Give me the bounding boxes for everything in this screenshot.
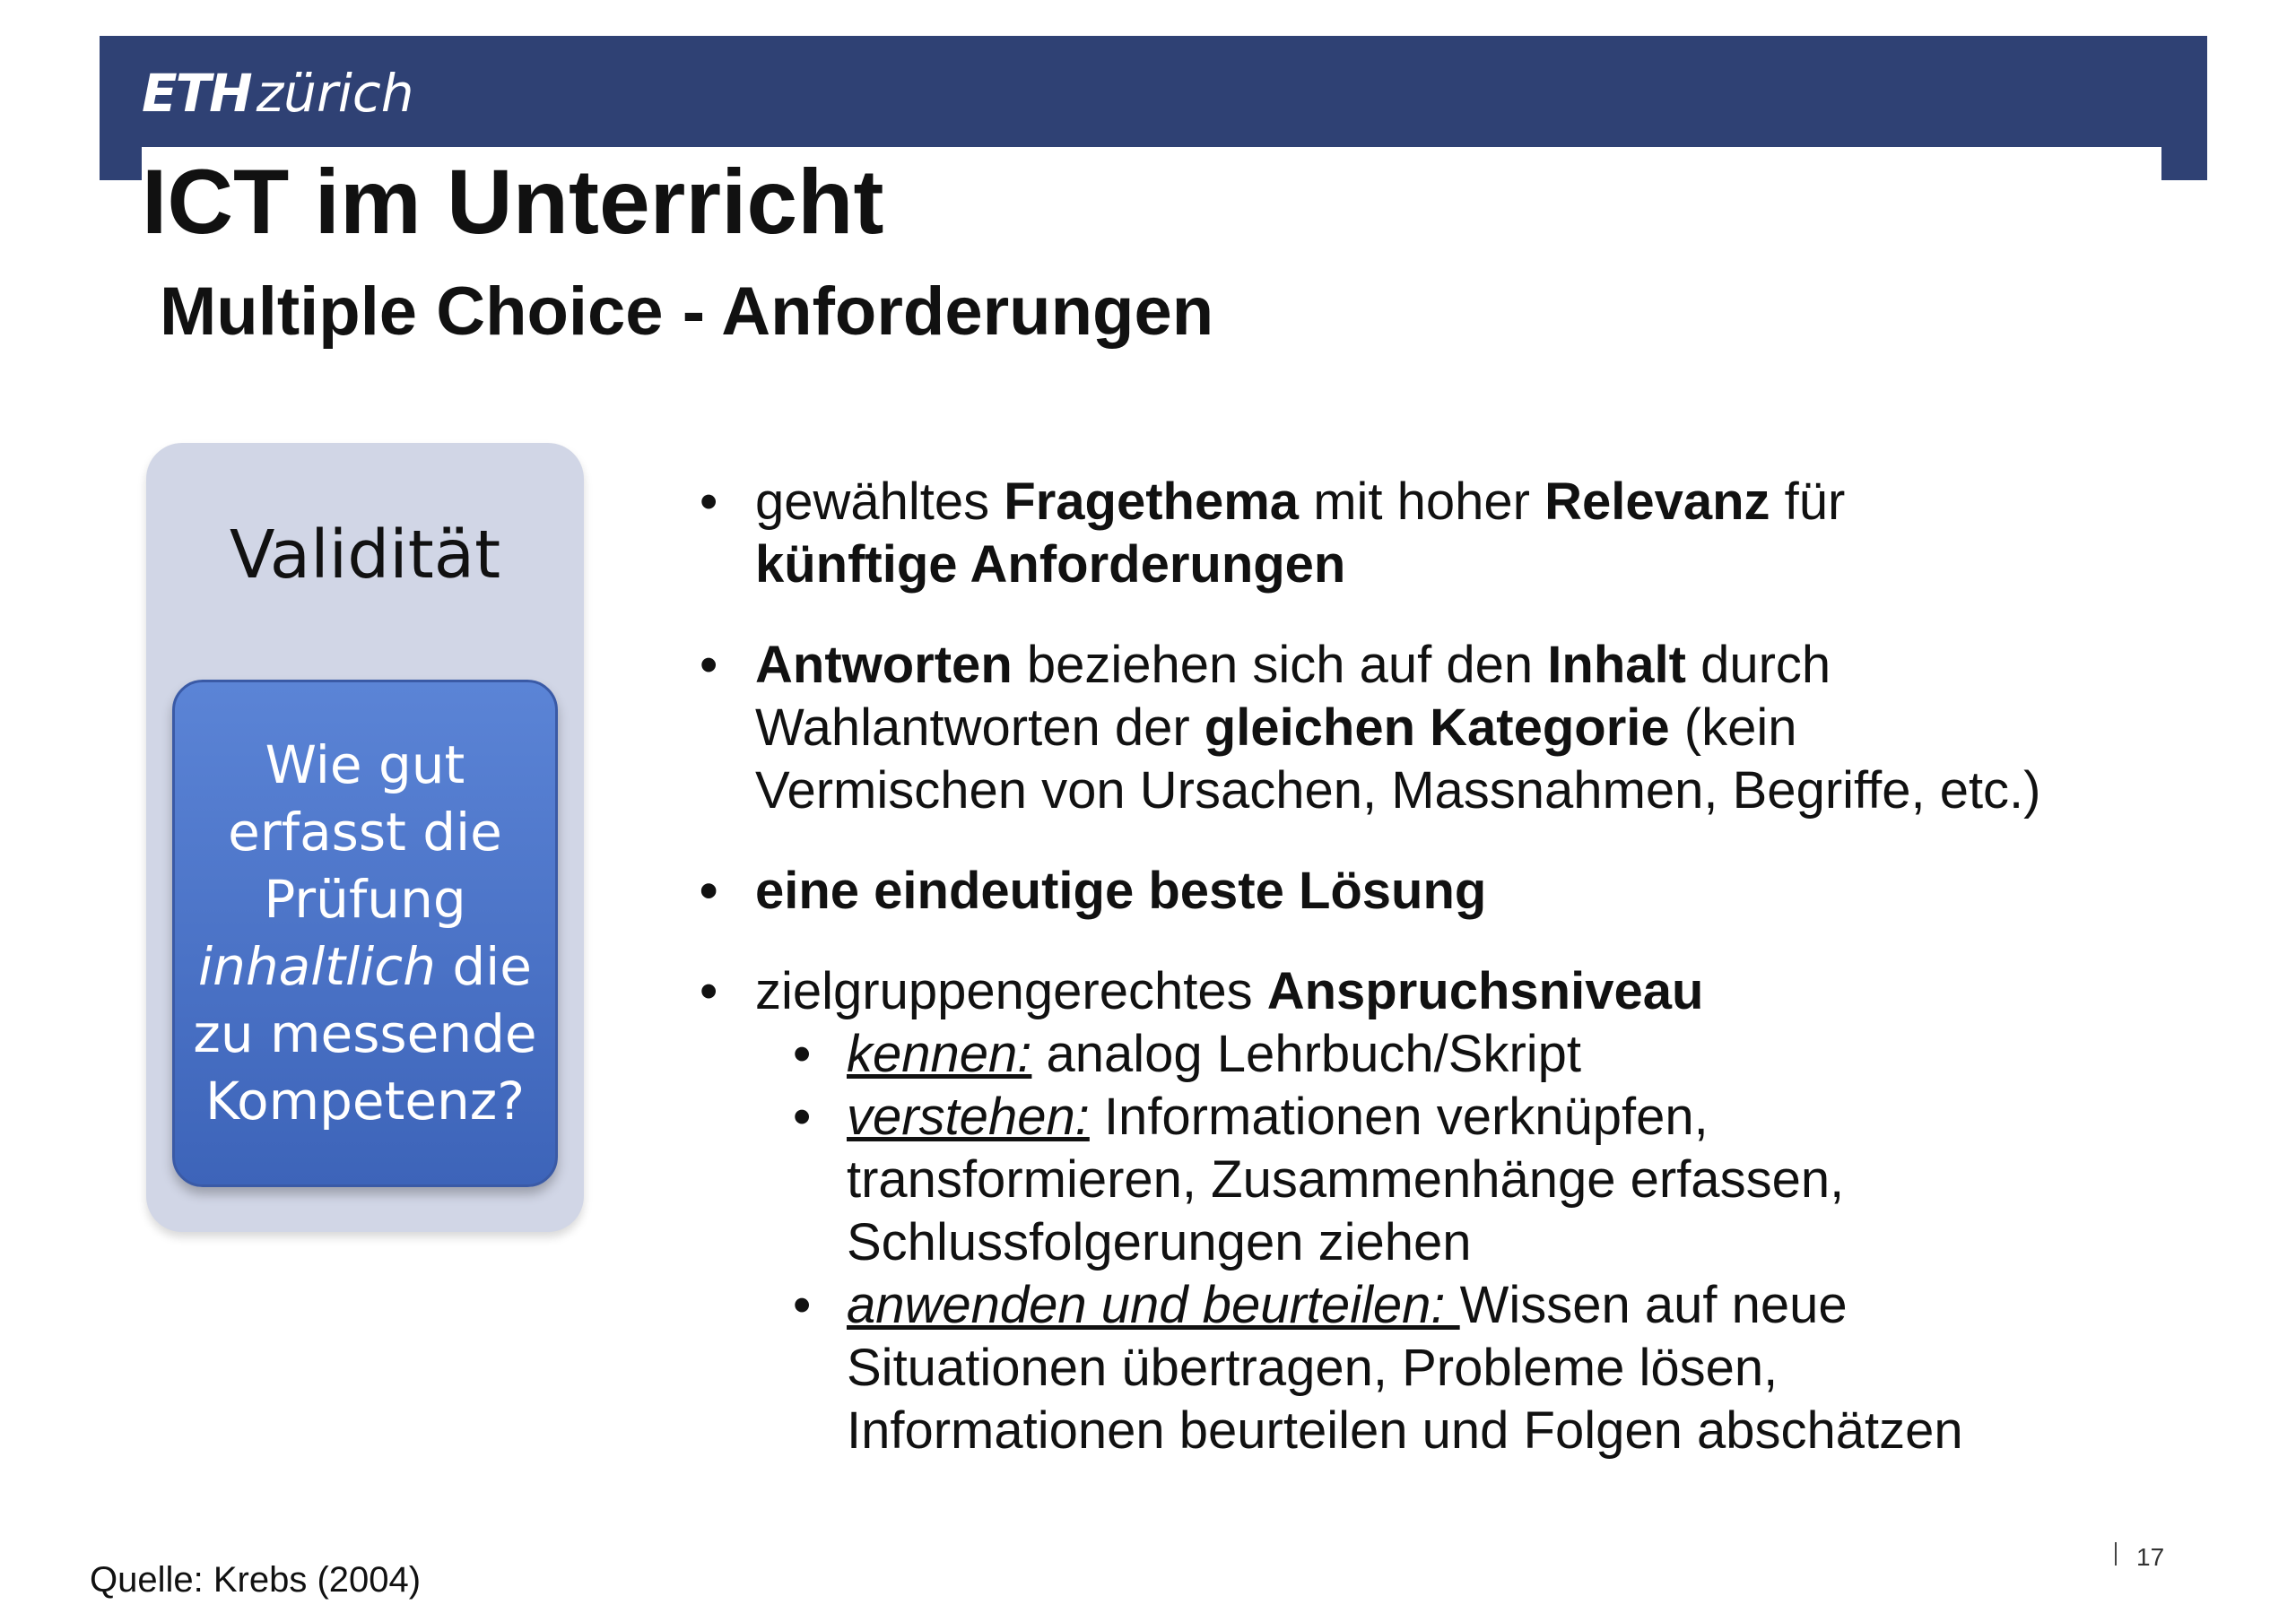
text: Vermischen von Ursachen, Massnahmen, Begriffe, etc.) (755, 761, 2041, 820)
bold-text: eine eindeutige beste Lösung (755, 862, 1487, 920)
text: (kein (1669, 698, 1797, 757)
bold-text: gleichen Kategorie (1204, 698, 1670, 757)
question-line: zu messende (193, 1003, 537, 1064)
bullet-icon: • (700, 862, 718, 920)
level-term: anwenden und beurteilen: (847, 1276, 1460, 1334)
logo-eth: ETH (142, 63, 251, 124)
question-line: Prüfung (264, 869, 466, 930)
question-emphasis: inhaltlich (198, 936, 436, 997)
bold-text: künftige Anforderungen (755, 535, 1346, 594)
text: transformieren, Zusammenhänge erfassen, (847, 1150, 1845, 1209)
list-item (700, 860, 2242, 923)
text: durch (1685, 636, 1831, 694)
bullet-icon: • (793, 1088, 812, 1146)
requirements-list (700, 471, 2242, 1462)
bullet-icon: • (700, 636, 718, 694)
text: Informationen verknüpfen, (1089, 1088, 1709, 1146)
text: beziehen sich auf den (1012, 636, 1548, 694)
question-word: die (452, 936, 532, 997)
question-line: Wie gut (265, 734, 465, 795)
bullet-icon: • (700, 962, 718, 1020)
bold-text: Antworten (755, 636, 1013, 694)
sub-list-item (700, 1086, 2242, 1274)
question-line (198, 933, 532, 1001)
validity-box (146, 443, 584, 1232)
sub-list-item (700, 1023, 2242, 1086)
text: mit hoher (1299, 473, 1545, 531)
bold-text: Relevanz (1544, 473, 1770, 531)
question-line: Kompetenz? (204, 1071, 526, 1132)
text: für (1770, 473, 1846, 531)
text: Wissen auf neue (1459, 1276, 1848, 1334)
eth-logo (142, 65, 414, 122)
page-title: ICT im Unterricht (142, 151, 884, 253)
question-line: erfasst die (228, 802, 502, 863)
validity-question (172, 680, 558, 1187)
list-item (700, 960, 2242, 1023)
sub-list-item (700, 1274, 2242, 1462)
validity-title: Validität (229, 516, 501, 594)
bullet-icon: • (700, 473, 718, 531)
logo-zurich: zürich (256, 63, 414, 124)
text: Schlussfolgerungen ziehen (847, 1213, 1472, 1271)
bold-text: Fragethema (1004, 473, 1300, 531)
level-term: verstehen: (847, 1088, 1090, 1146)
text: analog Lehrbuch/Skript (1031, 1025, 1582, 1083)
page-divider (2115, 1542, 2117, 1566)
list-item (700, 634, 2242, 822)
bullet-icon: • (793, 1025, 812, 1083)
bold-text: Anspruchsniveau (1266, 962, 1704, 1020)
text: Situationen übertragen, Probleme lösen, (847, 1339, 1779, 1397)
bullet-icon: • (793, 1276, 812, 1334)
text: Wahlantworten der (755, 698, 1205, 757)
text: zielgruppengerechtes (755, 962, 1267, 1020)
level-term: kennen: (847, 1025, 1032, 1083)
bold-text: Inhalt (1547, 636, 1686, 694)
page-subtitle: Multiple Choice - Anforderungen (160, 273, 1214, 350)
page-number: 17 (2136, 1543, 2165, 1571)
text: Informationen beurteilen und Folgen abschätzen (847, 1401, 1963, 1460)
source-citation: Quelle: Krebs (2004) (90, 1560, 422, 1600)
list-item (700, 471, 2242, 596)
text: gewähltes (755, 473, 1004, 531)
